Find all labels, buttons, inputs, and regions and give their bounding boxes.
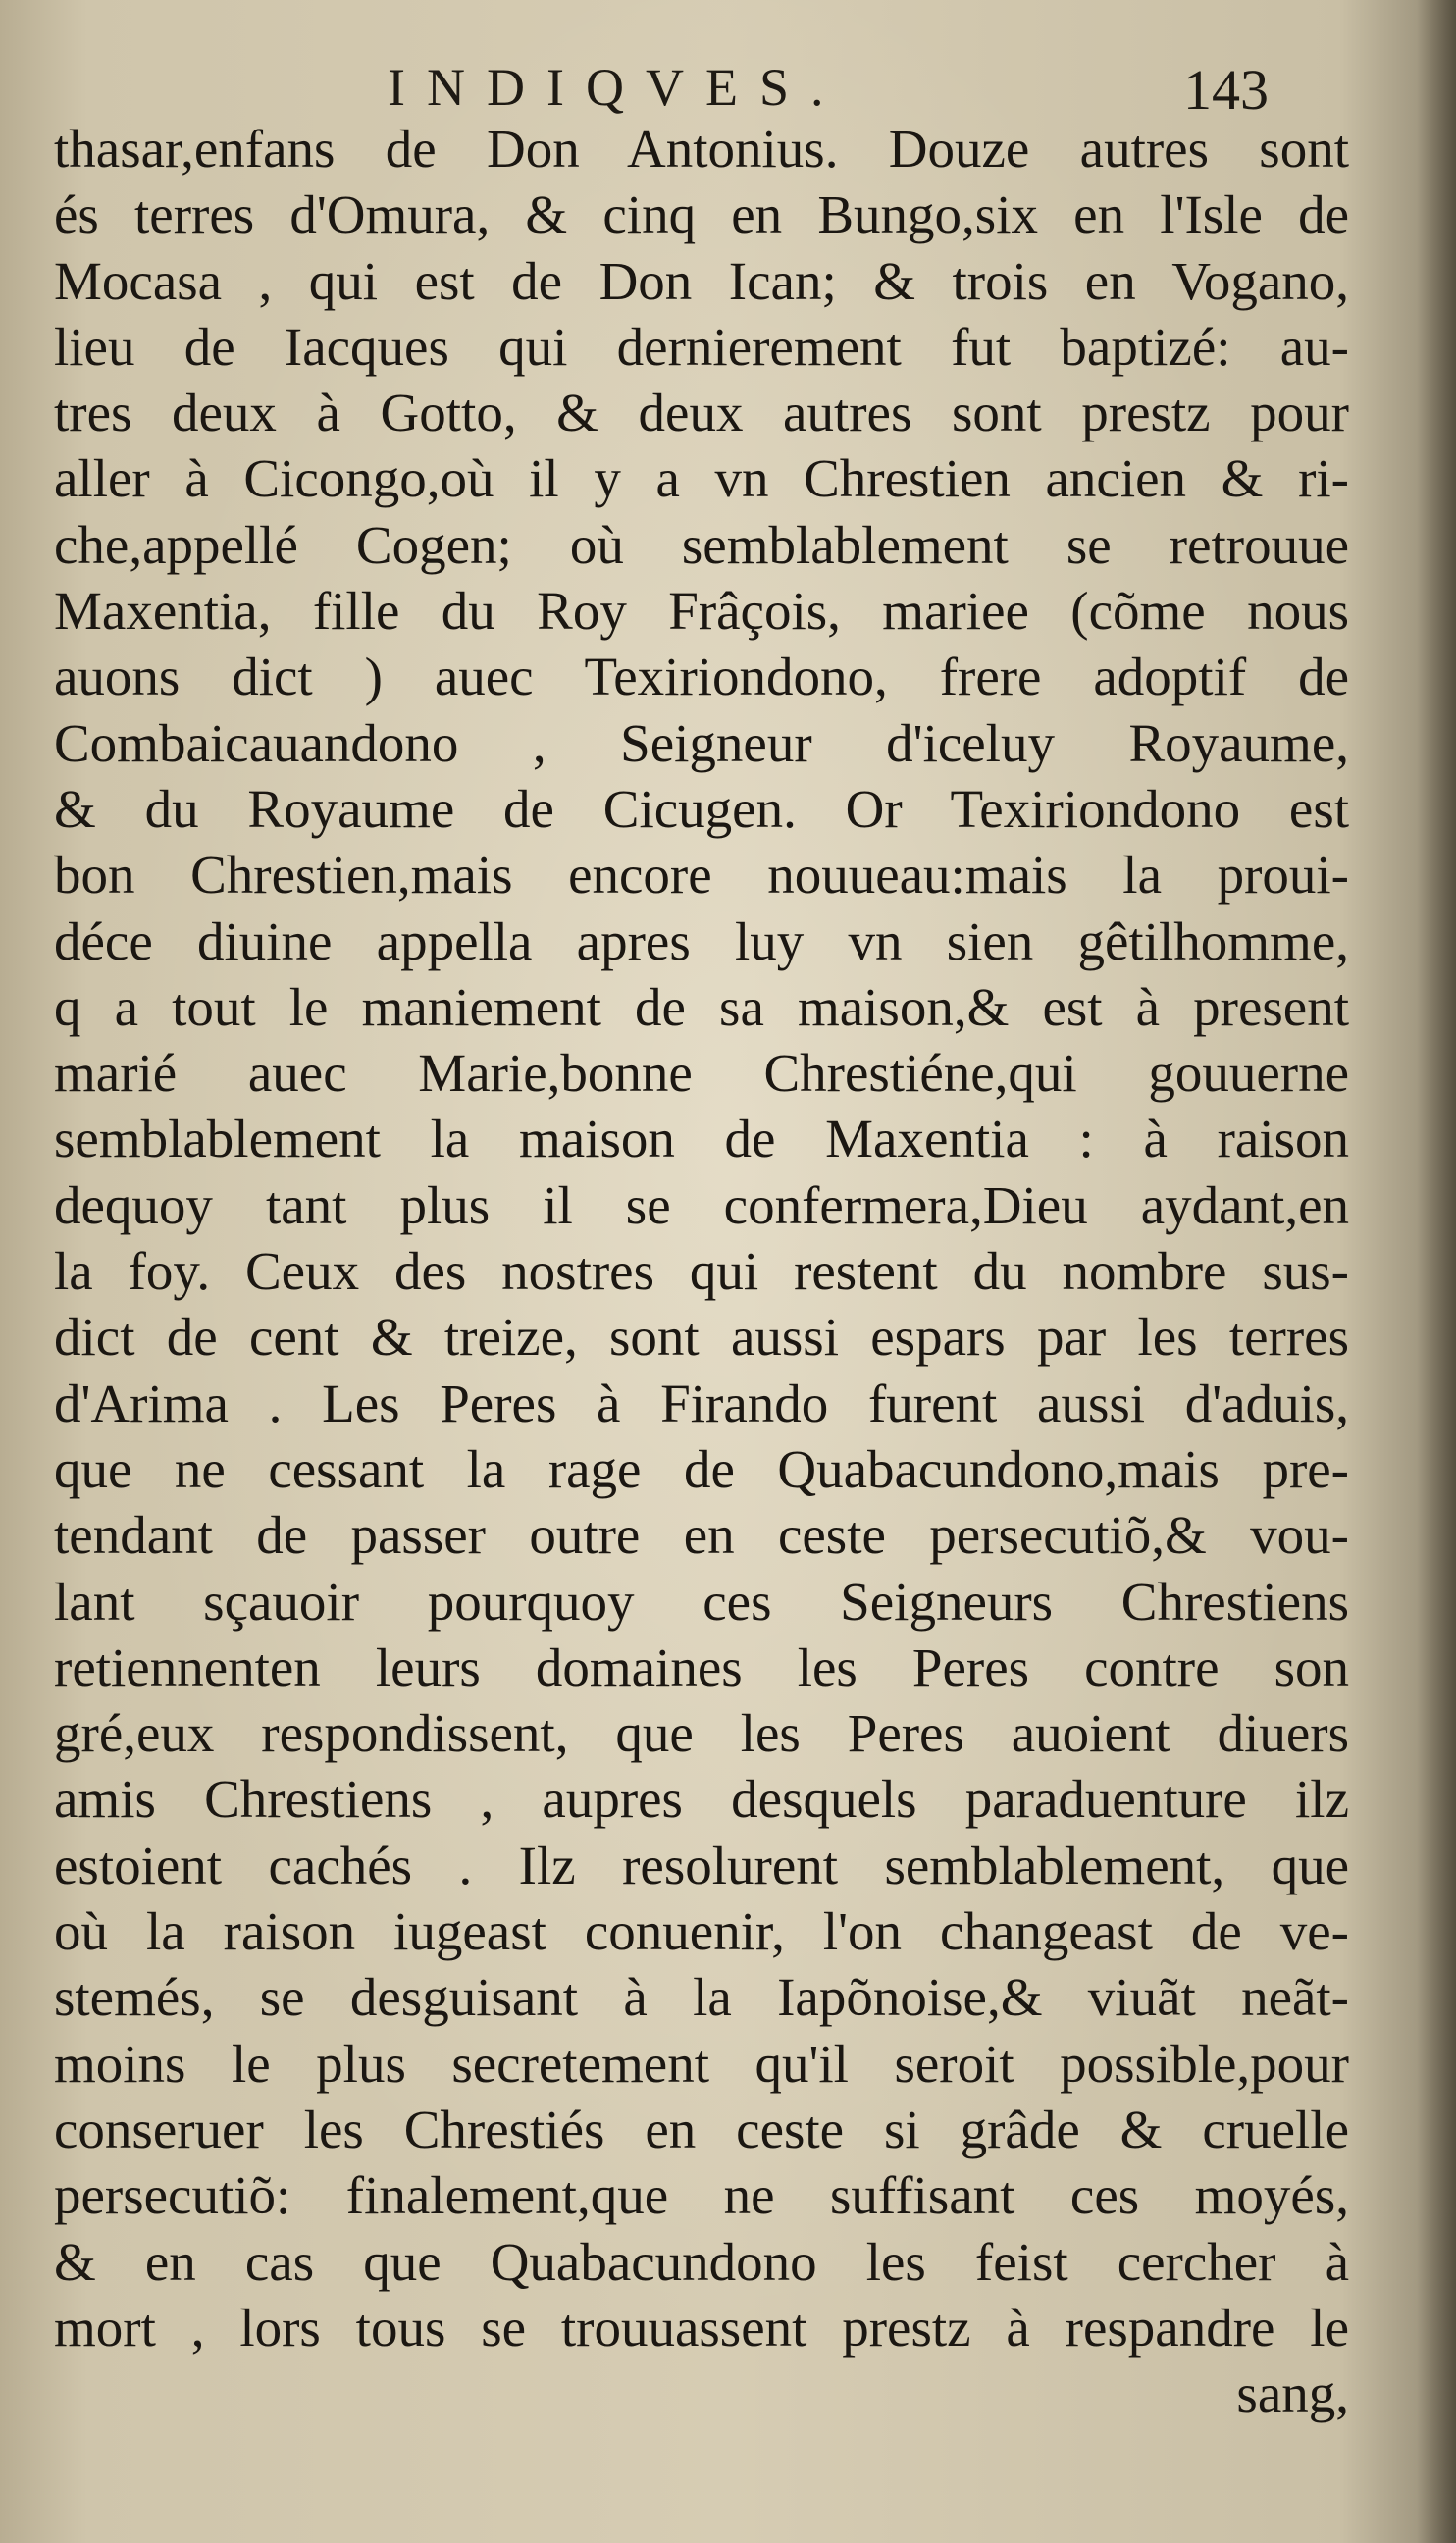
text-line: d'Arima . Les Peres à Firando furent aussi d'aduis,: [54, 1373, 1349, 1433]
text-line: que ne cessant la rage de Quabacundono,mais pre-: [54, 1438, 1349, 1499]
text-line: stemés, se desguisant à la Iapõnoise,& viuãt neãt-: [54, 1967, 1349, 2028]
text-line: amis Chrestiens , aupres desquels paraduenture ilz: [54, 1769, 1349, 1830]
text-line: che,appellé Cogen; où semblablement se retrouue: [54, 514, 1349, 575]
text-line: retiennenten leurs domaines les Peres contre son: [54, 1636, 1349, 1697]
text-line: dict de cent & treize, sont aussi espars par les terres: [54, 1307, 1349, 1368]
text-line: aller à Cicongo,où il y a vn Chrestien ancien & ri-: [54, 448, 1349, 509]
text-line: Mocasa , qui est de Don Ican; & trois en Vogano,: [54, 250, 1349, 311]
text-line: & du Royaume de Cicugen. Or Texiriondono est: [54, 778, 1349, 839]
text-line: marié auec Marie,bonne Chrestiéne,qui gouuerne: [54, 1043, 1349, 1104]
text-line: la foy. Ceux des nostres qui restent du nombre sus-: [54, 1241, 1349, 1302]
text-line: Maxentia, fille du Roy Frâçois, mariee (cõme nous: [54, 581, 1349, 642]
page-edge-shadow: [1417, 0, 1456, 2543]
text-line: où la raison iugeast conuenir, l'on changeast de ve-: [54, 1901, 1349, 1962]
text-line: estoient cachés . Ilz resolurent semblablement, que: [54, 1835, 1349, 1895]
text-line: mort , lors tous se trouuassent prestz à respandre le: [54, 2297, 1349, 2358]
text-line: thasar,enfans de Don Antonius. Douze autres sont: [54, 119, 1349, 179]
text-line: auons dict ) auec Texiriondono, frere adoptif de: [54, 647, 1349, 707]
page-number: 143: [1183, 58, 1269, 122]
text-line: conseruer les Chrestiés en ceste si grâde & cruelle: [54, 2099, 1349, 2159]
text-line: tendant de passer outre en ceste persecutiõ,& vou-: [54, 1505, 1349, 1566]
text-line: & en cas que Quabacundono les feist cercher à: [54, 2231, 1349, 2292]
text-line: gré,eux respondissent, que les Peres auoient diuers: [54, 1703, 1349, 1764]
text-line: és terres d'Omura, & cinq en Bungo,six en l'Isle de: [54, 184, 1349, 245]
text-line: moins le plus secretement qu'il seroit possible,pour: [54, 2033, 1349, 2094]
text-line: dequoy tant plus il se confermera,Dieu aydant,en: [54, 1174, 1349, 1235]
text-line-catchword: sang,: [1236, 2363, 1349, 2424]
text-line: déce diuine appella apres luy vn sien gêtilhomme,: [54, 910, 1349, 971]
text-line: semblablement la maison de Maxentia : à raison: [54, 1109, 1349, 1169]
text-line: Combaicauandono , Seigneur d'iceluy Royaume,: [54, 712, 1349, 773]
text-line: tres deux à Gotto, & deux autres sont prestz pour: [54, 383, 1349, 443]
text-line: persecutiõ: finalement,que ne suffisant ces moyés,: [54, 2165, 1349, 2226]
text-line: lant sçauoir pourquoy ces Seigneurs Chrestiens: [54, 1571, 1349, 1632]
body-text: [54, 116, 1349, 2426]
text-line: lieu de Iacques qui dernierement fut baptizé: au-: [54, 316, 1349, 377]
text-line: q a tout le maniement de sa maison,& est à present: [54, 976, 1349, 1037]
text-line: bon Chrestien,mais encore nouueau:mais la proui-: [54, 845, 1349, 906]
running-head-title: INDIQVES.: [388, 58, 846, 117]
